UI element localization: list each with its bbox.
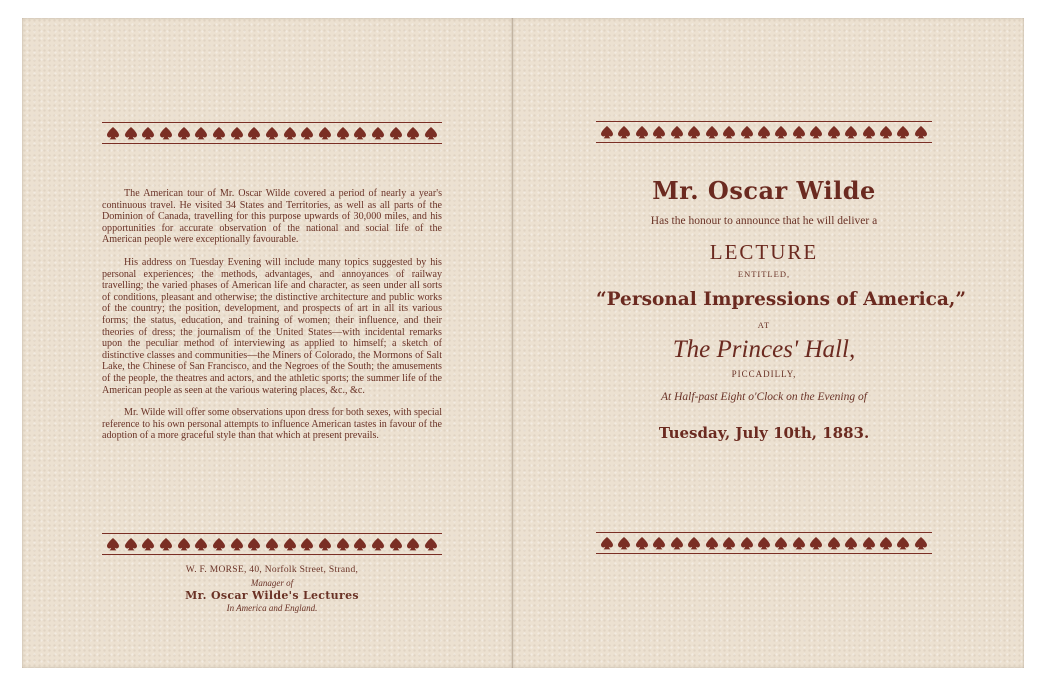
lecture-heading: LECTURE (709, 240, 819, 264)
imprint-region: In America and England. (226, 603, 318, 613)
spade-icon (687, 536, 701, 550)
spade-icon (862, 536, 876, 550)
street-label: PICCADILLY, (731, 369, 797, 379)
entitled-label: ENTITLED, (737, 269, 791, 279)
spade-icon (353, 537, 367, 551)
ornament-border-right-top (596, 121, 932, 143)
spade-icon (792, 536, 806, 550)
spade-icon (212, 537, 226, 551)
spade-icon (283, 126, 297, 140)
paragraph-tour: The American tour of Mr. Oscar Wilde covered a period of nearly a year's continuous travel. He visited 34 States and Territories, as well as all parts of the Dominion of Canada, travelling for this purpose upwards of 30,000 miles, and his opportunities for accurate observation of the national and social life of the American people were exceptionally favourable. (102, 188, 442, 246)
spade-icon (124, 126, 138, 140)
spade-icon (757, 536, 771, 550)
spade-icon (336, 126, 350, 140)
spade-icon (722, 125, 736, 139)
spade-icon (862, 125, 876, 139)
spade-icon (406, 126, 420, 140)
spade-icon (406, 537, 420, 551)
spade-icon (600, 125, 614, 139)
spade-icon (212, 126, 226, 140)
spade-icon (757, 125, 771, 139)
time-line: At Half-past Eight o'Clock on the Evening of (661, 391, 867, 403)
spade-icon (809, 125, 823, 139)
spade-icon (265, 126, 279, 140)
spade-icon (635, 536, 649, 550)
spade-icon (371, 126, 385, 140)
spade-icon (774, 536, 788, 550)
imprint-address: W. F. MORSE, 40, Norfolk Street, Strand, (185, 565, 359, 575)
imprint-title: Mr. Oscar Wilde's Lectures (185, 589, 359, 602)
announce-line: Has the honour to announce that he will deliver a (650, 215, 878, 227)
spade-icon (722, 536, 736, 550)
spade-icon (124, 537, 138, 551)
spade-icon (106, 126, 120, 140)
spade-icon (300, 537, 314, 551)
spade-icon (283, 537, 297, 551)
spade-icon (336, 537, 350, 551)
spade-icon (844, 536, 858, 550)
spade-icon (740, 536, 754, 550)
spade-icon (424, 126, 438, 140)
spade-icon (809, 536, 823, 550)
ornament-border-left-top (102, 122, 442, 144)
spade-icon (141, 537, 155, 551)
spade-icon (177, 537, 191, 551)
spade-icon (670, 536, 684, 550)
page-fold (512, 18, 514, 668)
spade-icon (389, 126, 403, 140)
spade-icon (792, 125, 806, 139)
spade-icon (635, 125, 649, 139)
at-label: AT (757, 320, 771, 330)
spade-icon (247, 537, 261, 551)
spade-icon (652, 536, 666, 550)
event-date: Tuesday, July 10th, 1883. (658, 424, 870, 442)
spade-icon (879, 125, 893, 139)
spade-icon (230, 537, 244, 551)
spade-icon (740, 125, 754, 139)
spade-icon (914, 125, 928, 139)
spade-icon (353, 126, 367, 140)
spade-icon (159, 126, 173, 140)
spade-icon (265, 537, 279, 551)
spade-icon (827, 125, 841, 139)
spade-icon (705, 125, 719, 139)
spade-icon (194, 126, 208, 140)
spade-icon (371, 537, 385, 551)
spade-icon (318, 126, 332, 140)
spade-icon (896, 536, 910, 550)
spade-icon (177, 126, 191, 140)
spade-icon (300, 126, 314, 140)
spade-icon (844, 125, 858, 139)
spade-icon (827, 536, 841, 550)
spade-icon (230, 126, 244, 140)
spade-icon (879, 536, 893, 550)
spade-icon (389, 537, 403, 551)
spade-icon (424, 537, 438, 551)
spade-icon (774, 125, 788, 139)
paragraph-topics: His address on Tuesday Evening will include many topics suggested by his personal experiences; the methods, advantages, and annoyances of railway travelling; the varied phases of American life and character, as seen under all sorts of conditions, pleasant and otherwise; the distinctive architecture and public works of the country; the position, development, and prospects of art in all its various forms; the status, education, and training of women; their influence, and their theories of dress; the journalism of the United States—with incidental remarks upon the peculiar method of interviewing as applied to himself; a sketch of distinctive classes and communities—the Miners of Colorado, the Mormons of Salt Lake, the Chinese of San Francisco, and the Negroes of the South; the amusements of the people, the theatres and actors, and the athletic sports; the summer life of the American people as seen at the various watering places, &c., &c. (102, 256, 442, 396)
lecture-title: “Personal Impressions of America,” (596, 289, 966, 310)
venue-name: The Princes' Hall, (672, 336, 856, 363)
spade-icon (600, 536, 614, 550)
spade-icon (670, 125, 684, 139)
spade-icon (194, 537, 208, 551)
manager-imprint (102, 565, 442, 613)
spade-icon (159, 537, 173, 551)
ornament-border-right-bottom (596, 532, 932, 554)
imprint-role: Manager of (250, 578, 294, 588)
spade-icon (705, 536, 719, 550)
spade-icon (617, 125, 631, 139)
spade-icon (617, 536, 631, 550)
ornament-border-left-bottom (102, 533, 442, 555)
spade-icon (106, 537, 120, 551)
spade-icon (652, 125, 666, 139)
spade-icon (896, 125, 910, 139)
lecturer-name: Mr. Oscar Wilde (652, 176, 876, 205)
spade-icon (247, 126, 261, 140)
spade-icon (141, 126, 155, 140)
announcement (596, 176, 966, 442)
spade-icon (687, 125, 701, 139)
spade-icon (914, 536, 928, 550)
description-text (102, 188, 442, 453)
paragraph-dress: Mr. Wilde will offer some observations upon dress for both sexes, with special reference to his own personal attempts to influence American tastes in favour of the adoption of a more graceful style than that which at present prevails. (102, 407, 442, 442)
spade-icon (318, 537, 332, 551)
